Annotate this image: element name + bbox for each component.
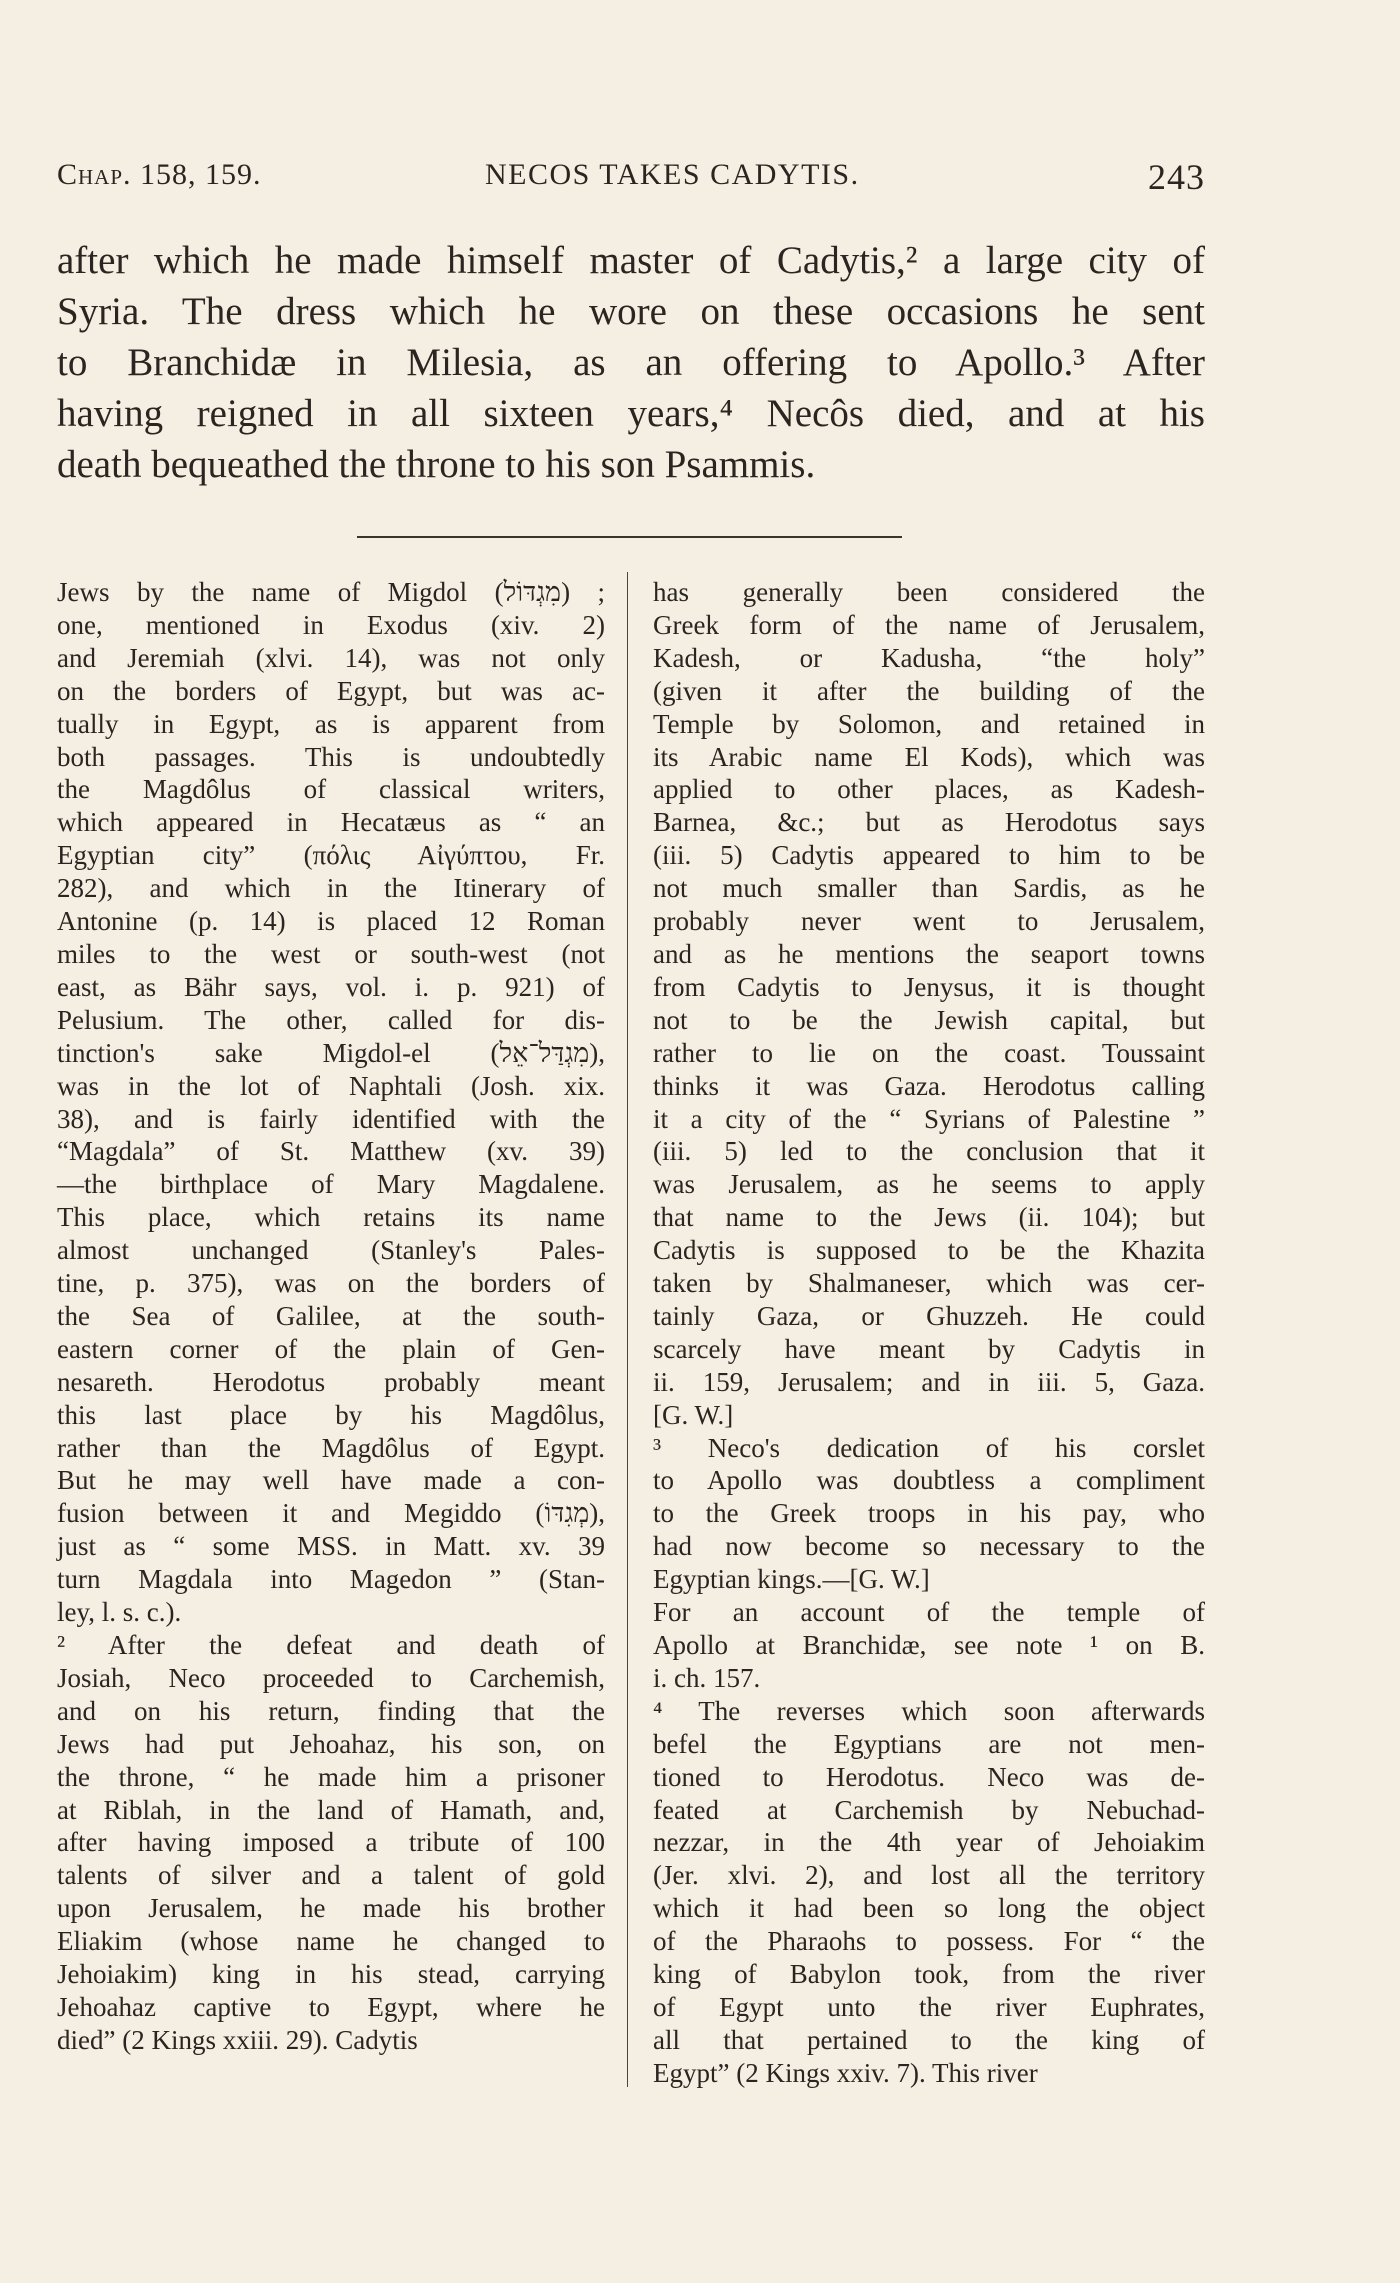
main-text-line: Syria. The dress which he wore on these occasions he sent (57, 290, 1205, 333)
footnote-line: [G. W.] (653, 1399, 734, 1430)
footnote-line: fusion between it and Megiddo (מְגִדּוֹ), (57, 1498, 605, 1529)
footnote-line: of Egypt unto the river Euphrates, (653, 1991, 1205, 2022)
footnote-line: eastern corner of the plain of Gen- (57, 1333, 605, 1364)
footnote-line: not much smaller than Sardis, as he (653, 873, 1205, 904)
main-text-line: to Branchidæ in Milesia, as an offering to Apollo.³ After (57, 341, 1205, 384)
footnote-line: feated at Carchemish by Nebuchad- (653, 1794, 1205, 1825)
footnote-line: Eliakim (whose name he changed to (57, 1926, 605, 1957)
footnote-line: this last place by his Magdôlus, (57, 1399, 605, 1430)
footnote-line: taken by Shalmaneser, which was cer- (653, 1268, 1205, 1299)
footnote-line: (iii. 5) Cadytis appeared to him to be (653, 840, 1205, 871)
footnote-line: and on his return, finding that the (57, 1695, 605, 1726)
footnote-line: on the borders of Egypt, but was ac- (57, 675, 605, 706)
footnote-line: of the Pharaohs to possess. For “ the (653, 1926, 1205, 1957)
footnote-line: rather to lie on the coast. Toussaint (653, 1037, 1205, 1068)
footnote-line: to the Greek troops in his pay, who (653, 1498, 1205, 1529)
main-text-line: death bequeathed the throne to his son Psammis. (57, 443, 816, 486)
footnote-line: Egyptian kings.—[G. W.] (653, 1564, 930, 1595)
footnote-line: Barnea, &c.; but as Herodotus says (653, 807, 1205, 838)
footnote-line: Josiah, Neco proceeded to Carchemish, (57, 1662, 605, 1693)
footnote-line: tinction's sake Migdol-el (מִגְדַּל־אֵל), (57, 1037, 605, 1068)
footnote-line: ³ Neco's dedication of his corslet (653, 1432, 1205, 1463)
footnote-line: nesareth. Herodotus probably meant (57, 1366, 605, 1397)
footnote-line: it a city of the “ Syrians of Palestine ” (653, 1103, 1205, 1134)
footnote-line: ii. 159, Jerusalem; and in iii. 5, Gaza. (653, 1366, 1205, 1397)
footnote-line: east, as Bähr says, vol. i. p. 921) of (57, 971, 605, 1002)
footnote-line: tioned to Herodotus. Neco was de- (653, 1761, 1205, 1792)
footnote-line: applied to other places, as Kadesh- (653, 774, 1205, 805)
footnote-line: Antonine (p. 14) is placed 12 Roman (57, 906, 605, 937)
footnote-line: almost unchanged (Stanley's Pales- (57, 1235, 605, 1266)
footnote-line: rather than the Magdôlus of Egypt. (57, 1432, 605, 1463)
footnote-line: both passages. This is undoubtedly (57, 741, 605, 772)
footnote-line: all that pertained to the king of (653, 2024, 1205, 2055)
footnote-line: Jehoahaz captive to Egypt, where he (57, 1991, 605, 2022)
footnote-line: ² After the defeat and death of (57, 1630, 605, 1660)
footnote-line: Jews had put Jehoahaz, his son, on (57, 1728, 605, 1759)
footnote-line: (given it after the building of the (653, 675, 1205, 706)
footnote-line: and as he mentions the seaport towns (653, 938, 1205, 969)
footnote-line: which it had been so long the object (653, 1893, 1205, 1924)
footnote-line: king of Babylon took, from the river (653, 1959, 1205, 1990)
footnote-line: “Magdala” of St. Matthew (xv. 39) (57, 1136, 605, 1167)
footnote-line: i. ch. 157. (653, 1662, 761, 1693)
footnote-line: the Sea of Galilee, at the south- (57, 1300, 605, 1331)
footnote-line: talents of silver and a talent of gold (57, 1860, 605, 1891)
running-title: NECOS TAKES CADYTIS. (485, 158, 860, 191)
footnote-line: Jehoiakim) king in his stead, carrying (57, 1959, 605, 1990)
footnote-line: 282), and which in the Itinerary of (57, 873, 605, 904)
footnote-line: was in the lot of Naphtali (Josh. xix. (57, 1070, 605, 1101)
footnote-line: at Riblah, in the land of Hamath, and, (57, 1794, 605, 1825)
footnote-line: Egyptian city” (πόλις Αἰγύπτου, Fr. (57, 840, 605, 871)
footnote-line: nezzar, in the 4th year of Jehoiakim (653, 1827, 1205, 1858)
main-text-line: having reigned in all sixteen years,⁴ Necôs died, and at his (57, 392, 1205, 435)
footnote-line: tainly Gaza, or Ghuzzeh. He could (653, 1300, 1205, 1331)
footnote-line: the Magdôlus of classical writers, (57, 774, 605, 805)
footnote-line: scarcely have meant by Cadytis in (653, 1333, 1205, 1364)
footnote-line: died” (2 Kings xxiii. 29). Cadytis (57, 2024, 418, 2055)
footnote-line: ⁴ The reverses which soon afterwards (653, 1695, 1205, 1726)
column-divider (627, 572, 628, 2087)
footnote-line: Jews by the name of Migdol (מִגְדּוֹל) ; (57, 577, 605, 607)
footnote-line: tine, p. 375), was on the borders of (57, 1268, 605, 1299)
footnote-line: Temple by Solomon, and retained in (653, 708, 1205, 739)
footnote-line: miles to the west or south-west (not (57, 938, 605, 969)
footnote-line: has generally been considered the (653, 577, 1205, 607)
footnote-line: This place, which retains its name (57, 1202, 605, 1233)
footnote-line: had now become so necessary to the (653, 1531, 1205, 1562)
footnote-line: For an account of the temple of (653, 1597, 1205, 1628)
running-head (57, 158, 1205, 198)
chapter-reference: Chap. 158, 159. (57, 158, 262, 191)
footnote-line: Cadytis is supposed to be the Khazita (653, 1235, 1205, 1266)
footnote-line: Greek form of the name of Jerusalem, (653, 609, 1205, 640)
section-divider-rule (357, 536, 902, 538)
footnote-line: its Arabic name El Kods), which was (653, 741, 1205, 772)
footnote-line: just as “ some MSS. in Matt. xv. 39 (57, 1531, 605, 1562)
footnote-line: probably never went to Jerusalem, (653, 906, 1205, 937)
footnote-line: after having imposed a tribute of 100 (57, 1827, 605, 1858)
footnote-line: the throne, “ he made him a prisoner (57, 1761, 605, 1792)
main-text (57, 235, 1205, 490)
footnote-line: tually in Egypt, as is apparent from (57, 708, 605, 739)
footnote-line: Egypt” (2 Kings xxiv. 7). This river (653, 2057, 1038, 2088)
footnote-line: turn Magdala into Magedon ” (Stan- (57, 1564, 605, 1595)
footnote-line: from Cadytis to Jenysus, it is thought (653, 971, 1205, 1002)
footnote-line: befel the Egyptians are not men- (653, 1728, 1205, 1759)
page-number: 243 (1148, 157, 1205, 197)
footnotes-left-column (57, 576, 605, 2057)
footnote-line: and Jeremiah (xlvi. 14), was not only (57, 642, 605, 673)
main-text-line: after which he made himself master of Cadytis,² a large city of (57, 239, 1205, 282)
footnote-line: But he may well have made a con- (57, 1465, 605, 1496)
footnote-line: Apollo at Branchidæ, see note ¹ on B. (653, 1630, 1205, 1660)
footnote-line: one, mentioned in Exodus (xiv. 2) (57, 609, 605, 640)
footnote-line: which appeared in Hecatæus as “ an (57, 807, 605, 838)
footnote-line: that name to the Jews (ii. 104); but (653, 1202, 1205, 1233)
footnote-line: —the birthplace of Mary Magdalene. (57, 1169, 605, 1200)
footnote-line: upon Jerusalem, he made his brother (57, 1893, 605, 1924)
footnote-line: (iii. 5) led to the conclusion that it (653, 1136, 1205, 1167)
footnote-line: to Apollo was doubtless a compliment (653, 1465, 1205, 1496)
footnote-line: ley, l. s. c.). (57, 1597, 182, 1628)
footnotes-right-column (653, 576, 1205, 2090)
footnote-line: Kadesh, or Kadusha, “the holy” (653, 642, 1205, 673)
footnote-line: was Jerusalem, as he seems to apply (653, 1169, 1205, 1200)
footnote-line: not to be the Jewish capital, but (653, 1004, 1205, 1035)
footnote-line: 38), and is fairly identified with the (57, 1103, 605, 1134)
footnote-line: thinks it was Gaza. Herodotus calling (653, 1070, 1205, 1101)
footnote-line: Pelusium. The other, called for dis- (57, 1004, 605, 1035)
footnote-line: (Jer. xlvi. 2), and lost all the territory (653, 1860, 1205, 1891)
